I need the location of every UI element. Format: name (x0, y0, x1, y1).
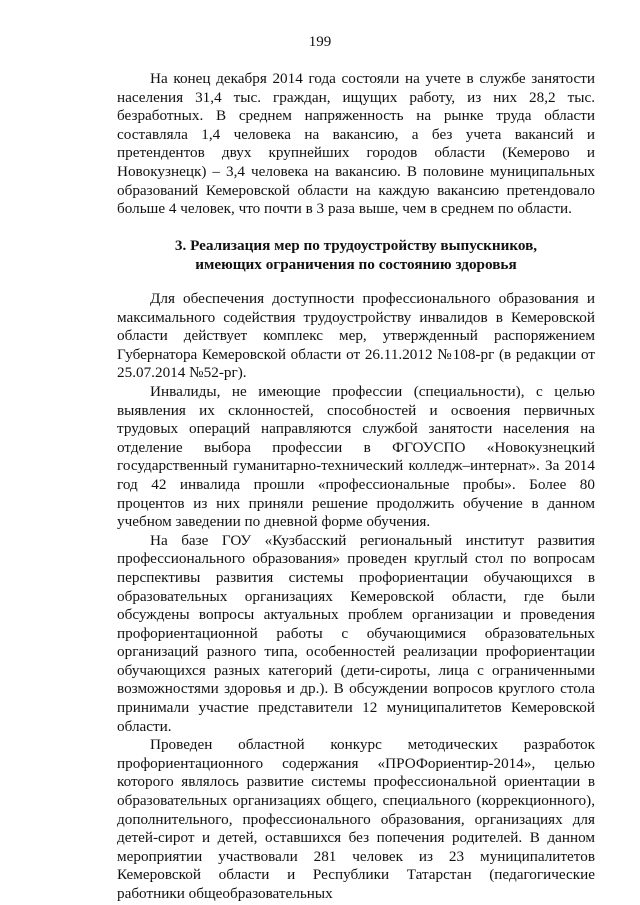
paragraph-measures: Для обеспечения доступности профессионального образования и максимального содействия трудоустройству инвалидов в Кемеровской области действует комплекс мер, утвержденный распоряжением Губернатора Кемеровской области от 26.11.2012 №108-рг (в редакции от 25.07.2014 №52-рг). (117, 290, 595, 382)
section-body (117, 290, 595, 904)
paragraph-disabled-persons: Инвалиды, не имеющие профессии (специальности), с целью выявления их склонностей, способностей и освоения первичных трудовых операций направляются службой занятости населения на отделение выбора профессии в ФГОУСПО «Новокузнецкий государственный гуманитарно-технический колледж–интернат». За 2014 год 42 инвалида прошли «профессиональные пробы». Более 80 процентов из них приняли решение продолжить обучение в данном учебном заведении по дневной форме обучения. (117, 382, 595, 531)
page-number: 199 (308, 34, 332, 50)
paragraph-contest: Проведен областной конкурс методических разработок профориентационного содержания «ПРОФориентир-2014», целью которого являлось развитие системы профессиональной ориентации в образовательных организациях общего, специального (коррекционного), дополнительного, профессионального образования, организациях для детей-сирот и детей, оставшихся без попечения родителей. В данном мероприятии участвовали 281 человек из 23 муниципалитетов Кемеровской области и Республики Татарстан (педагогические работники общеобразовательных (117, 736, 595, 902)
section-heading (117, 236, 595, 274)
intro-text (117, 70, 595, 219)
paragraph-round-table: На базе ГОУ «Кузбасский региональный институт развития профессионального образования» проведен круглый стол по вопросам перспективы развития системы профориентации обучающихся в образовательных организациях Кемеровской области, где были обсуждены вопросы актуальных проблем организации и проведения профориентационной работы с обучающимися образовательных организаций разного типа, особенностей реализации профориентации обучающихся разных категорий (дети-сироты, лица с ограниченными возможностями здоровья и др.). В обсуждении вопросов круглого стола принимали участие представители 12 муниципалитетов Кемеровской области. (117, 531, 595, 735)
paragraph-unemployment: На конец декабря 2014 года состояли на учете в службе занятости населения 31,4 тыс. граждан, ищущих работу, из них 28,2 тыс. безработных. В среднем напряженность на рынке труда области составляла 1,4 человека на вакансию, а без учета вакансий и претендентов двух крупнейших городов области (Кемерово и Новокузнецк) – 3,4 человека на вакансию. В половине муниципальных образований Кемеровской области на каждую вакансию претендовало больше 4 человек, что почти в 3 раза выше, чем в среднем по области. (117, 70, 595, 218)
section-heading-line-2: имеющих ограничения по состоянию здоровья (195, 256, 517, 273)
section-heading-line-1: 3. Реализация мер по трудоустройству выпускников, (174, 237, 538, 254)
